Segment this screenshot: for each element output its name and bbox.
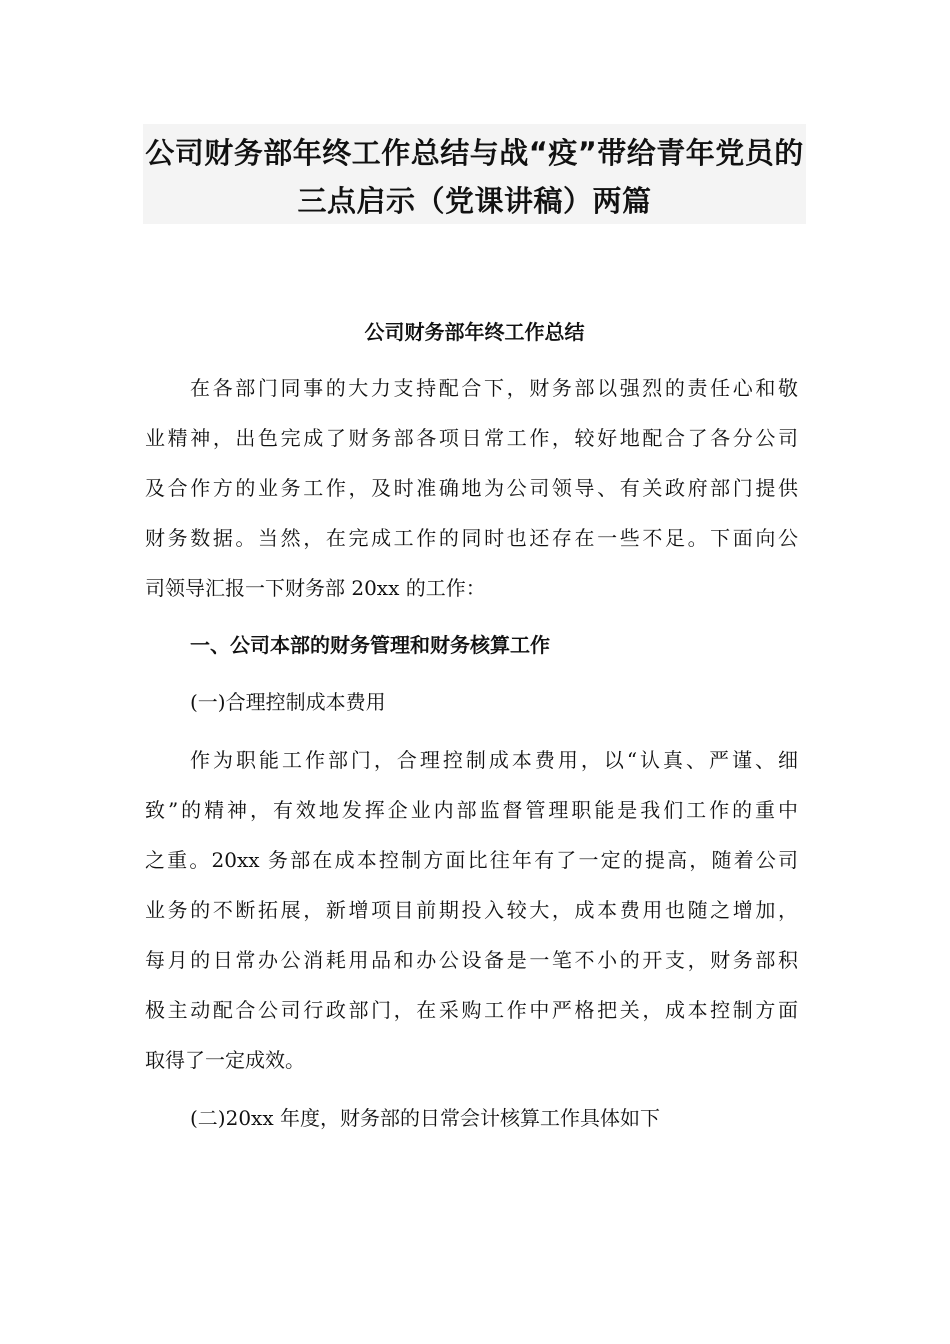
paragraph-line: 业精神，出色完成了财务部各项日常工作，较好地配合了各分公司 bbox=[145, 426, 798, 450]
paragraph-line: 之重。20xx 务部在成本控制方面比往年有了一定的提高，随着公司 bbox=[145, 848, 798, 872]
paragraph-line: 致”的精神，有效地发挥企业内部监督管理职能是我们工作的重中 bbox=[145, 798, 798, 822]
paragraph-line: 每月的日常办公消耗用品和办公设备是一笔不小的开支，财务部积 bbox=[145, 948, 798, 972]
paragraph-line: 司领导汇报一下财务部 20xx 的工作： bbox=[145, 576, 486, 600]
title-line-1: 公司财务部年终工作总结与战“疫”带给青年党员的 bbox=[145, 136, 804, 170]
title-line-2: 三点启示（党课讲稿）两篇 bbox=[297, 184, 652, 218]
section-title: 公司财务部年终工作总结 bbox=[364, 320, 585, 344]
document-title bbox=[143, 124, 806, 224]
paragraph-line: 业务的不断拓展，新增项目前期投入较大，成本费用也随之增加， bbox=[145, 898, 798, 922]
heading-1: 一、公司本部的财务管理和财务核算工作 bbox=[190, 633, 550, 657]
paragraph-line: 财务数据。当然，在完成工作的同时也还存在一些不足。下面向公 bbox=[145, 526, 798, 550]
paragraph-line: 极主动配合公司行政部门，在采购工作中严格把关，成本控制方面 bbox=[145, 998, 798, 1022]
subheading-1: (一)合理控制成本费用 bbox=[190, 690, 386, 714]
paragraph-line: 取得了一定成效。 bbox=[145, 1048, 305, 1072]
subheading-2: (二)20xx 年度，财务部的日常会计核算工作具体如下 bbox=[190, 1106, 660, 1130]
paragraph-line: 作为职能工作部门，合理控制成本费用，以“认真、严谨、细 bbox=[190, 748, 798, 772]
paragraph-line: 及合作方的业务工作，及时准确地为公司领导、有关政府部门提供 bbox=[145, 476, 798, 500]
paragraph-line: 在各部门同事的大力支持配合下，财务部以强烈的责任心和敬 bbox=[190, 376, 798, 400]
